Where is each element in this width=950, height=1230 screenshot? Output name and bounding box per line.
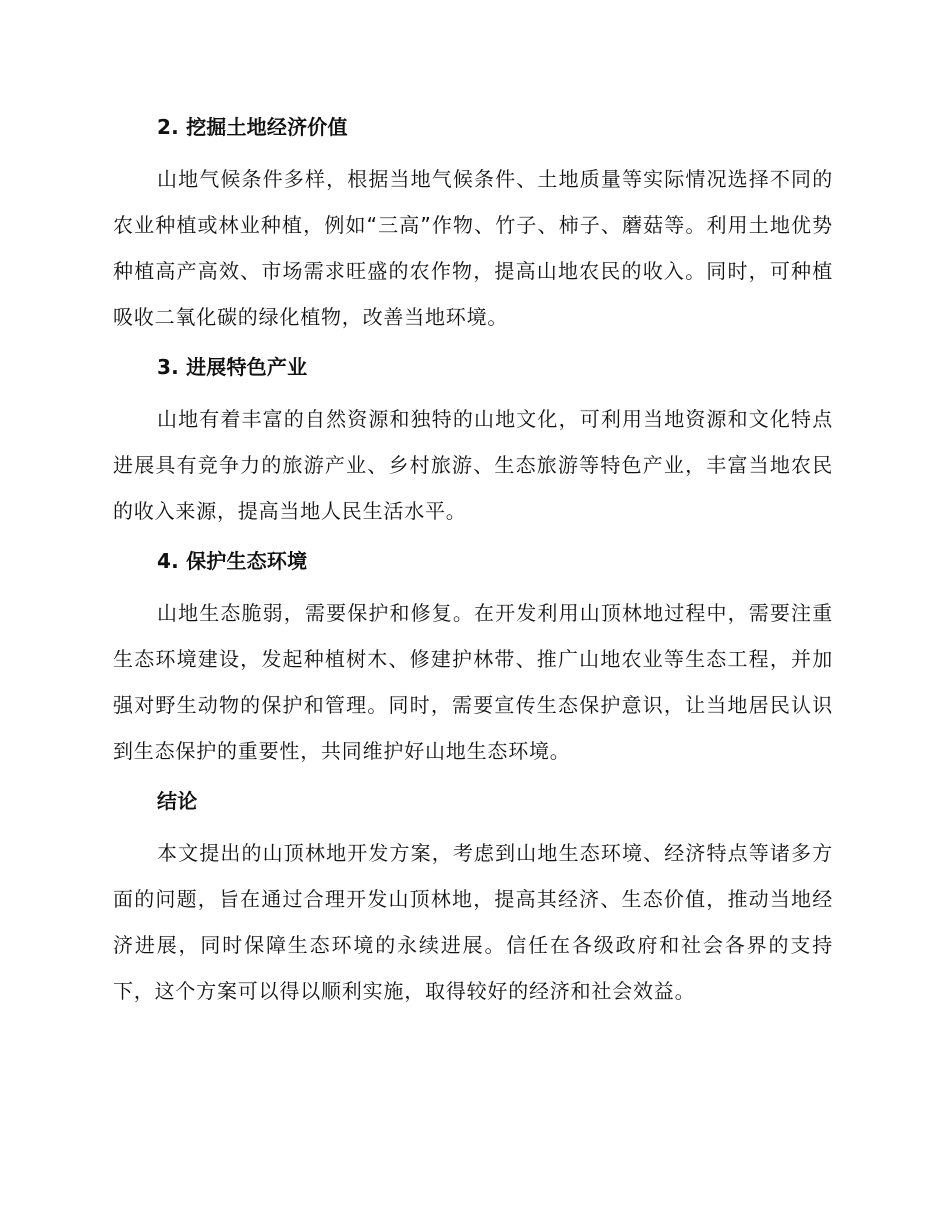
section-paragraph: 山地气候条件多样，根据当地气候条件、土地质量等实际情况选择不同的农业种植或林业种植，例如“三高”作物、竹子、柿子、蘑菇等。利用土地优势种植高产高效、市场需求旺盛的农作物，提高山地农民的收入。同时，可种植吸收二氧化碳的绿化植物，改善当地环境。 <box>113 167 833 329</box>
section-ecology-protection <box>113 546 833 774</box>
section-paragraph: 本文提出的山顶林地开发方案，考虑到山地生态环境、经济特点等诸多方面的问题，旨在通过合理开发山顶林地，提高其经济、生态价值，推动当地经济进展，同时保障生态环境的永续进展。信任在各级政府和社会各界的支持下，这个方案可以得以顺利实施，取得较好的经济和社会效益。 <box>113 841 833 1003</box>
section-heading: 3. 进展特色产业 <box>157 355 308 379</box>
section-heading: 4. 保护生态环境 <box>157 549 308 573</box>
section-special-industry <box>113 352 833 534</box>
section-economic-value <box>113 112 833 340</box>
section-heading: 2. 挖掘土地经济价值 <box>157 115 348 139</box>
section-heading: 结论 <box>157 789 198 813</box>
section-conclusion <box>113 786 833 1014</box>
document-body <box>113 112 833 1026</box>
section-paragraph: 山地生态脆弱，需要保护和修复。在开发利用山顶林地过程中，需要注重生态环境建设，发起种植树木、修建护林带、推广山地农业等生态工程，并加强对野生动物的保护和管理。同时，需要宣传生态保护意识，让当地居民认识到生态保护的重要性，共同维护好山地生态环境。 <box>113 601 833 763</box>
section-paragraph: 山地有着丰富的自然资源和独特的山地文化，可利用当地资源和文化特点进展具有竞争力的旅游产业、乡村旅游、生态旅游等特色产业，丰富当地农民的收入来源，提高当地人民生活水平。 <box>113 407 833 523</box>
